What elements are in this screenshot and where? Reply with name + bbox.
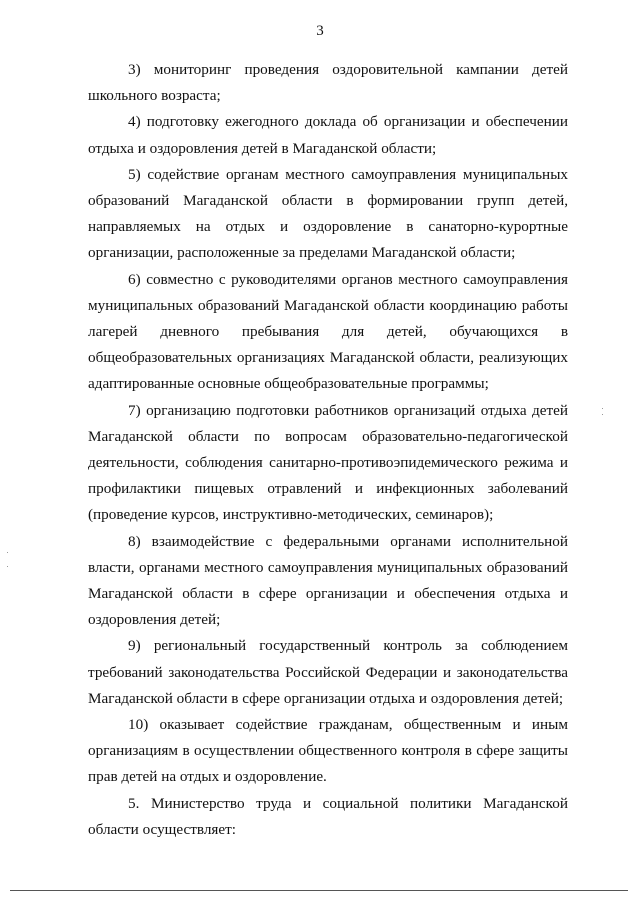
- scan-speck: [602, 408, 603, 409]
- list-item-5-assistance-groups: 5) содействие органам местного самоуправления муниципальных образований Магаданской области в формировании групп детей, направляемых на отдых и оздоровление в санаторно-курортные организации, расположенные за пределами Магаданской области;: [88, 165, 568, 262]
- list-item-7-staff-training: 7) организацию подготовки работников организаций отдыха детей Магаданской области по вопросам образовательно-педагогической деятельности, соблюдения санитарно-противоэпидемического режима и профилактики пищевых отравлений и инфекционных заболеваний (проведение курсов, инструктивно-методических, семинаров);: [88, 401, 568, 524]
- document-body: [88, 57, 568, 843]
- list-item-10-public-control: 10) оказывает содействие гражданам, общественным и иным организациям в осуществлении общественного контроля в сфере защиты прав детей на отдых и оздоровление.: [88, 716, 568, 786]
- scan-speck: [7, 566, 8, 567]
- scan-speck: [602, 414, 603, 415]
- scan-bottom-edge-line: [10, 890, 628, 891]
- page-number: 3: [316, 23, 324, 39]
- list-item-4-annual-report: 4) подготовку ежегодного доклада об организации и обеспечении отдыха и оздоровления детей в Магаданской области;: [88, 113, 568, 157]
- list-item-3-monitoring: 3) мониторинг проведения оздоровительной кампании детей школьного возраста;: [88, 61, 568, 105]
- section-5-heading: 5. Министерство труда и социальной политики Магаданской области осуществляет:: [88, 794, 568, 838]
- scan-speck: [7, 552, 8, 553]
- list-item-9-regional-control: 9) региональный государственный контроль за соблюдением требований законодательства Российской Федерации и законодательства Магаданской области в сфере организации отдыха и оздоровления детей;: [88, 637, 568, 707]
- list-item-6-coordination-camps: 6) совместно с руководителями органов местного самоуправления муниципальных образований Магаданской области координацию работы лагерей дневного пребывания для детей, обучающихся в общеобразовательных организациях Магаданской области, реализующих адаптированные основные общеобразовательные программы;: [88, 270, 568, 393]
- list-item-8-interaction: 8) взаимодействие с федеральными органами исполнительной власти, органами местного самоуправления муниципальных образований Магаданской области в сфере организации и обеспечения отдыха и оздоровления детей;: [88, 532, 568, 629]
